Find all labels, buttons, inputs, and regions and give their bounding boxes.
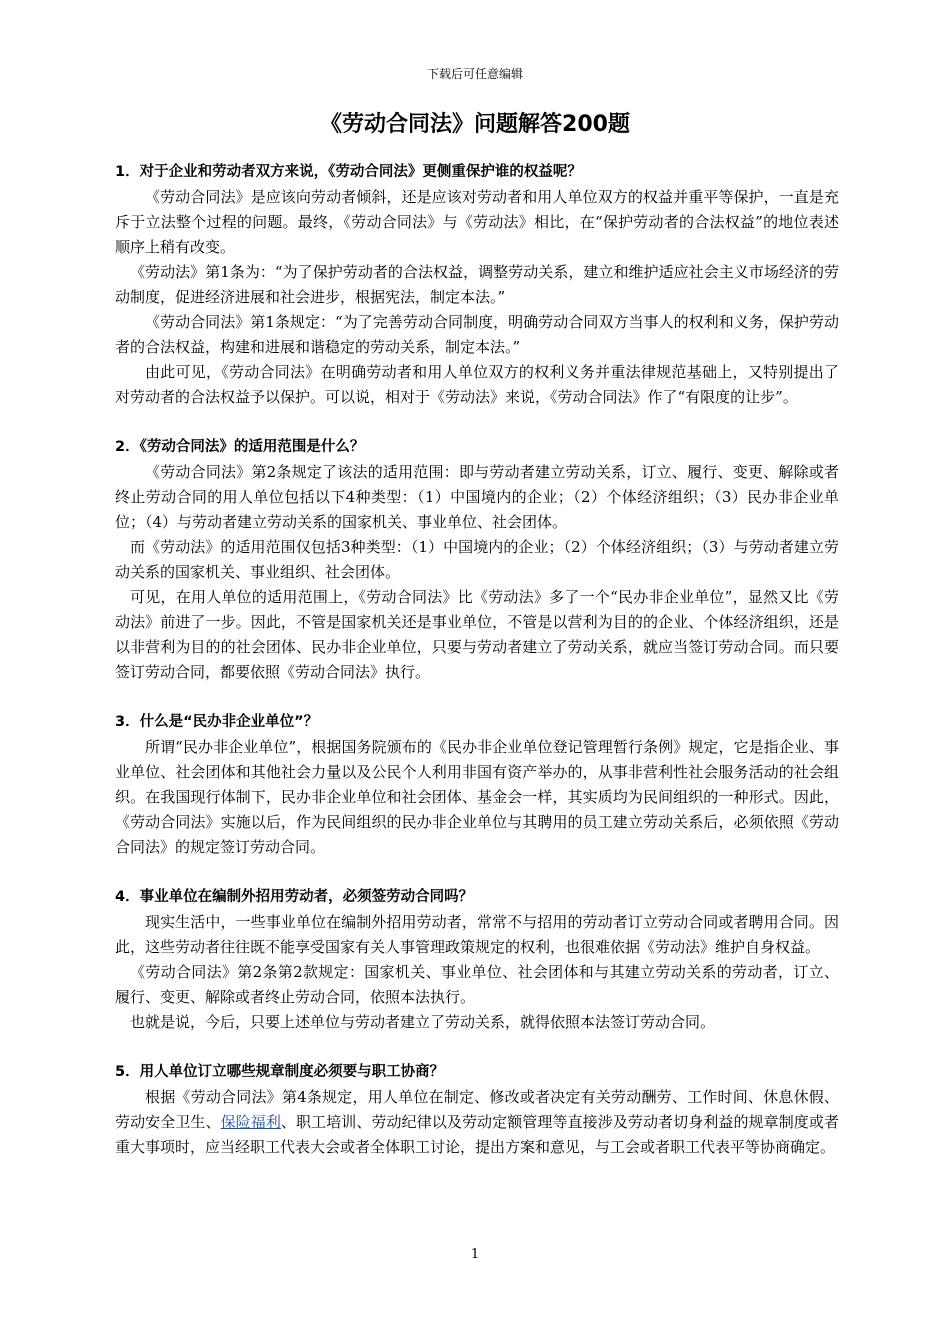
question-2-heading: 2．《劳动合同法》的适用范围是什么？ — [115, 439, 365, 455]
section-gap — [115, 860, 839, 885]
answer-4-paragraph: 现实生活中，一些事业单位在编制外招用劳动者，常常不与招用的劳动者订立劳动合同或者聘用合同。因此，这些劳动者往往既不能享受国家有关人事管理政策规定的权利，也很难依据《劳动法》维护自身权益。 — [115, 913, 839, 956]
answer-1-paragraph: 《劳动合同法》第1条规定：“为了完善劳动合同制度，明确劳动合同双方当事人的权利和义务，保护劳动者的合法权益，构建和进展和谐稳定的劳动关系，制定本法。” — [115, 313, 839, 356]
answer-1-paragraph: 《劳动法》第1条为：“为了保护劳动者的合法权益，调整劳动关系，建立和维护适应社会主义市场经济的劳动制度，促进经济进展和社会进步，根据宪法，制定本法。” — [115, 263, 839, 306]
section-gap — [115, 410, 839, 435]
answer-2-paragraph: 而《劳动法》的适用范围仅包括3种类型：（1）中国境内的企业；（2）个体经济组织；（3）与劳动者建立劳动关系的国家机关、事业组织、社会团体。 — [115, 538, 839, 581]
document-title: 《劳动合同法》问题解答200题 — [320, 112, 630, 137]
insurance-welfare-link[interactable]: 保险福利 — [220, 1113, 281, 1131]
answer-1-paragraph: 《劳动合同法》是应该向劳动者倾斜，还是应该对劳动者和用人单位双方的权益并重平等保护，一直是充斥于立法整个过程的问题。最终，《劳动合同法》与《劳动法》相比，在“保护劳动者的合法权益”的地位表述顺序上稍有改变。 — [115, 188, 839, 256]
question-5-heading: 5．用人单位订立哪些规章制度必须要与职工协商？ — [115, 1064, 445, 1080]
answer-4-paragraph: 也就是说，今后，只要上述单位与劳动者建立了劳动关系，就得依照本法签订劳动合同。 — [130, 1013, 716, 1031]
answer-4-paragraph: 《劳动合同法》第2条第2款规定：国家机关、事业单位、社会团体和与其建立劳动关系的劳动者，订立、履行、变更、解除或者终止劳动合同，依照本法执行。 — [115, 963, 839, 1006]
page-number: 1 — [470, 1247, 480, 1262]
question-4-heading: 4．事业单位在编制外招用劳动者，必须签劳动合同吗？ — [115, 889, 474, 905]
answer-2-paragraph: 《劳动合同法》第2条规定了该法的适用范围：即与劳动者建立劳动关系，订立、履行、变更、解除或者终止劳动合同的用人单位包括以下4种类型：（1）中国境内的企业；（2）个体经济组织；（3）民办非企业单位；（4）与劳动者建立劳动关系的国家机关、事业单位、社会团体。 — [115, 463, 839, 531]
document-body — [115, 160, 839, 1160]
answer-2-paragraph: 可见，在用人单位的适用范围上，《劳动合同法》比《劳动法》多了一个“民办非企业单位”，显然又比《劳动法》前进了一步。因此，不管是国家机关还是事业单位，不管是以营利为目的的企业、个体经济组织，还是以非营利为目的的社会团体、民办非企业单位，只要与劳动者建立了劳动关系，就应当签订劳动合同。而只要签订劳动合同，都要依照《劳动合同法》执行。 — [115, 588, 839, 681]
question-3-heading: 3．什么是“民办非企业单位”？ — [115, 714, 319, 730]
answer-3-paragraph: 所谓“民办非企业单位”，根据国务院颁布的《民办非企业单位登记管理暂行条例》规定，它是指企业、事业单位、社会团体和其他社会力量以及公民个人利用非国有资产举办的，从事非营利性社会服务活动的社会组织。在我国现行体制下，民办非企业单位和社会团体、基金会一样，其实质均为民间组织的一种形式。因此，《劳动合同法》实施以后，作为民间组织的民办非企业单位与其聘用的员工建立劳动关系后，必须依照《劳动合同法》的规定签订劳动合同。 — [115, 738, 839, 856]
answer-5-text-after-link: 、职工培训、劳动纪律以及劳动定额管理等直接涉及劳动者切身利益的规章制度或者重大事项时，应当经职工代表大会或者全体职工讨论，提出方案和意见，与工会或者职工代表平等协商确定。 — [115, 1113, 839, 1156]
header-note: 下载后可任意编辑 — [426, 67, 523, 81]
section-gap — [115, 1035, 839, 1060]
section-gap — [115, 685, 839, 710]
answer-1-paragraph: 由此可见，《劳动合同法》在明确劳动者和用人单位双方的权利义务并重法律规范基础上，又特别提出了对劳动者的合法权益予以保护。可以说，相对于《劳动法》来说，《劳动合同法》作了“有限度的让步”。 — [115, 363, 839, 406]
answer-5-paragraph — [115, 1085, 839, 1160]
question-1-heading: 1．对于企业和劳动者双方来说，《劳动合同法》更侧重保护谁的权益呢？ — [115, 164, 582, 180]
answer-5-text-before-link: 根据《劳动合同法》第4条规定，用人单位在制定、修改或者决定有关劳动酬劳、工作时间、休息休假、劳动安全卫生、 — [115, 1088, 839, 1131]
